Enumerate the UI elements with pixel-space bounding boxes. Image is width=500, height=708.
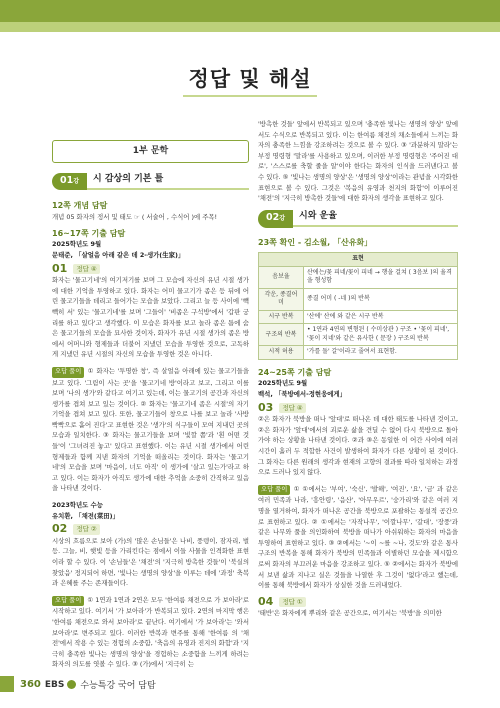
table-key: 음보율 — [259, 266, 304, 288]
table-row — [259, 310, 458, 324]
side-tab — [0, 676, 14, 692]
continued-text: '방촉한 것들' 앞에서 반복되고 있으며 '충족한 빛나는 생명의 양상' 앞에서도 수식으로 반복되고 있다. 이는 한여름 채전의 채소들에서 느끼는 화자의 충족한 느낌을 강조하려는 것으로 볼 수 있다. ③ '과분하지 말라'는 부정 명령형 '말라'를 사용하고 있으며, 이러한 부정 명령형은 '주어진 대로', '스스로를 축할 줄을 알'이야 한다는 화자의 인식을 드러낸다고 볼 수 있다. ⑤ '빛나는 생명의 양상'은 '생명의 양상'이라는 관념을 시각화한 표현으로 볼 수 있다. 그것은 '복음의 유영과 천지의 화합'이 이루어진 '채전'의 '지극히 방촉한 것들'에 대한 화자의 생각을 표현하고 있다. — [258, 120, 458, 203]
table-key: 시구 반복 — [259, 310, 304, 324]
left-column — [52, 118, 249, 676]
table-value: 종결 어미 ( -네 )의 반복 — [304, 288, 458, 310]
page-title: 정답 및 해설 — [188, 67, 312, 91]
answer-badge: 정답 ① — [279, 597, 305, 608]
source-work-2: 유치환, 「채전(菜田)」 — [52, 511, 119, 520]
lesson-number: 01강 — [52, 173, 87, 191]
section-heading-12: 12쪽 개념 담탐 — [52, 200, 108, 210]
wrong-answer-block — [52, 595, 249, 670]
lesson-number: 02강 — [258, 210, 293, 228]
question-number: 04 — [258, 594, 274, 608]
brand-logo: EBS — [44, 679, 65, 690]
unit-box: 1부 문학 — [52, 140, 249, 163]
answer-badge: 정답 ② — [73, 524, 99, 535]
lesson-header-01 — [52, 173, 249, 191]
brand-circle-icon — [67, 680, 76, 689]
question-04 — [258, 594, 458, 608]
source-year-2: 2023학년도 수능 — [52, 501, 103, 510]
book-title: 수능특강 국어 담탐 — [80, 681, 156, 691]
table-key: 구조의 반복 — [259, 324, 304, 346]
lesson-name: 시와 운율 — [293, 211, 458, 227]
question-03 — [258, 400, 458, 414]
wrong-answer-tag: 오답 풀이 — [52, 367, 84, 378]
source-work-3: 백석, 「북방에서-정현웅에게」 — [258, 390, 346, 399]
table-value: • 1연과 4연의 변형된 ( 수미상관 ) 구조 • '꽃이 피네', '꽃이 지네'와 같은 유사한 ( 문장 ) 구조의 반복 — [304, 324, 458, 346]
table-value: 산에는/꽃 피네/꽃이 피네 → 행을 걸쳐 ( 3음보 )의 율격을 형성함 — [304, 266, 458, 288]
section-heading-1617: 16~17쪽 기출 담탐 — [52, 228, 126, 238]
wrong-answer-text: ① ①에서는 '부여', '숙신', '발해', '여진', '요', '금' 과 같은 여러 민족과 나라, '흥안령', '음산', '아무우르', '숭가리'와 같은 여러 지명을 열거하여, 화자가 떠나온 공간을 북방으로 포괄하는 통설적 공간으로 표현하고 있다. ② ①에서는 '자작나무', '이깔나무', '갈대', '장풍'과 같은 나무와 풀을 의인화하여 북방을 떠나가 아쉬워하는 화자의 마음을 투영하여 표현하고 있다. ③ ②에서는 '~이 ~를 ~나, 것도'와 같은 통사 구조의 반복을 통해 화자가 북방의 민족들과 이별하던 모습을 제시함으로써 화자의 부끄러운 마음을 강조하고 있다. ⑤ ②에서는 화자가 북방에서 보낸 삶과 지나고 실은 것들을 나열한 후 그것이 '없다'라고 했는데, 이를 통해 북방에서 화자가 상실한 것을 드러내었다. — [258, 484, 458, 590]
wrong-answer-tag: 오답 풀이 — [258, 485, 290, 496]
source-year-1: 2025학년도 9월 — [52, 240, 102, 249]
table-key: 시적 허용 — [259, 346, 304, 360]
question-number: 03 — [258, 400, 274, 414]
expression-table — [258, 252, 458, 360]
table-row — [259, 346, 458, 360]
answer-badge: 정답 ④ — [73, 264, 99, 275]
explanation-text: ②은 화자가 북방을 떠나 '앞대'로 떠나온 데 대한 태도를 나타낸 것이고, ②은 화자가 '앞대'에서의 괴로운 삶을 견딜 수 없어 다시 북방으로 돌아가야 하는 상황을 나타낸 것이다. ②과 ③은 동일한 이 어간 사이에 여러 시간이 흘러 두 적합한 사건이 발생하여 화자가 다른 상황이 된 것이다. 그 화자는 다른 원래의 생각과 현재의 고향의 결과를 따라 일치하는 과정으로 드러나 있지 않다. — [258, 415, 458, 477]
question-01 — [52, 261, 249, 275]
lesson-name: 시 감상의 기본 틀 — [87, 174, 249, 190]
answer-badge: 정답 ④ — [279, 403, 305, 414]
top-band-light — [0, 22, 500, 32]
table-value: '가를 돌' 갈'이라고 줄여서 표현함. — [304, 346, 458, 360]
table-value: '산에' 산에 와 같은 시구 반복 — [304, 310, 458, 324]
title-rule — [183, 95, 317, 97]
question-02 — [52, 524, 249, 535]
wrong-answer-text: ① 1연과 1연과 2연은 모두 '한여름 채전으로 가 보아라'로 시작하고 있다. 여기서 '가 보아라'가 반복되고 있다. 2연의 마지막 행은 '한여름 채전으로 와서 보아라'로 끝난다. 여기에서 '가 보아라'는 '와서 보아라'로 변주되고 있다. 이러한 반복과 변주를 통해 '한여름 의 '채전'에서 작용 수 있는 경험의 소중함, '축음의 유영과 진지의 화합'과 '지극히 충족한 빛나는 생명의 양상'을 경험하는 소중함을 느끼게 하려는 화자의 의도를 엿볼 수 있다. ③ (가)에서 '지극히 는 — [52, 595, 249, 669]
explanation-text: '태반'은 화자에게 뿌리와 같은 공간으로, 여기서는 '북방'을 의미한 — [258, 609, 442, 618]
explanation-text: 시상의 흐름으로 보아 (가)의 '많은 손님들'은 나비, 풍뎅이, 잠자리, 벌 등. 그늘, 비, 햇빛 등을 가리킨다는 점에서 이들 사물을 인격화한 표현이라 할 수 있다. 이 '손님들'은 '채전'의 '지극히 방촉한 것들'이 '북실의 찾았음' 정지되어 하면, '빛나는 생명의 양상'을 이루는 데에 '과정' 축복과 은혜를 주는 존재들이다. — [52, 536, 249, 588]
wrong-answer-block — [52, 366, 249, 494]
table-key: 각운, 종결어미 — [259, 288, 304, 310]
concept-text: 개념 05 화자의 정서 및 태도 ☞ ( 서술어 , 수식어 )에 주목! — [52, 213, 218, 222]
explanation-text: 화자는 '물고기네'의 여기저기를 보며 그 모습에 자신의 유년 시절 생가에 대한 기억을 투영하고 있다. 화자는 어미 물고기가 좀은 등 뒤에 어린 물고기들을 데리고 들어가는 모습을 보았다. 그리고 늘 등 사이에 '빽빽히 서' 있는 '물고기네'를 보며 '그들이' '비좁은 구석방'에서 '갑판 궁리를 하고 있다'고 생각했다. 이 모습은 화자를 보고 놀라 좀은 틈에 숨은 물고기들의 모습을 묘사한 것이자, 화자가 유년 시절 생가의 좀은 방에서 어머니와 형제들과 더불어 지냈던 모습을 투영한 것으로, 고독하게 지냈던 유년 시절의 자신의 모습을 투영한 것은 아니다. — [52, 276, 249, 359]
wrong-answer-tag: 오답 풀이 — [52, 596, 84, 607]
source-year-3: 2025학년도 9월 — [258, 379, 308, 388]
source-work-1: 문태준, 「살얼음 아래 같은 데 2-생가(生家)」 — [52, 250, 185, 259]
section-heading-23: 23쪽 확인 - 김소월, 「산유화」 — [258, 237, 373, 247]
question-number: 02 — [52, 522, 68, 536]
table-row — [259, 324, 458, 346]
table-header: 표현 — [259, 253, 458, 267]
table-row — [259, 288, 458, 310]
top-band — [0, 0, 500, 22]
wrong-answer-text: ① 화자는 '투명한 창', 즉 살얼음 아래에 있는 물고기들을 보고 있다. '그림이 사는 곳'을 '물고기네 방'이라고 보고, 그리고 이를 보며 '나의 생가'와 같다고 여기고 있는데, 이는 물고기의 공간과 자신의 생가를 겹쳐 보고 있는 것이다. ② 화자는 '물고기네 좀은 시절'의 자기 기억을 겹쳐 보고 있다. 또한, 물고기들이 창으로 나를 보고 놀라 '사방 빡빡으로 흩어 진다'고 표현한 것은 '생가'의 식구들이 모여 지내던 곳의 모습과 일치한다. ③ 화자는 물고기들을 보며 '빛깔 쯤'과 '흰 어떤 것들'이 '그녀려진 놓고' 있다고 표현했다. 이는 유년 시절 생가에서 어린 형제들과 함께 지낸 화자의 기억을 떠올리는 것이다. 화자는 '물고기네'의 모습을 보며 '마음이, 너도 아직' 이 생가에 '살고 있는가'라고 하고 있다. 이는 화자가 아직도 생가에 대한 추억을 소중히 간직하고 있음을 나타낸 것이다. — [52, 366, 249, 493]
page-number: 360 — [20, 679, 41, 690]
question-number: 01 — [52, 261, 68, 275]
right-column — [258, 118, 458, 625]
footer — [20, 678, 156, 691]
section-heading-2425: 24~25쪽 기출 담탐 — [258, 367, 332, 377]
wrong-answer-block — [258, 484, 458, 591]
table-row — [259, 266, 458, 288]
lesson-header-02 — [258, 210, 458, 228]
